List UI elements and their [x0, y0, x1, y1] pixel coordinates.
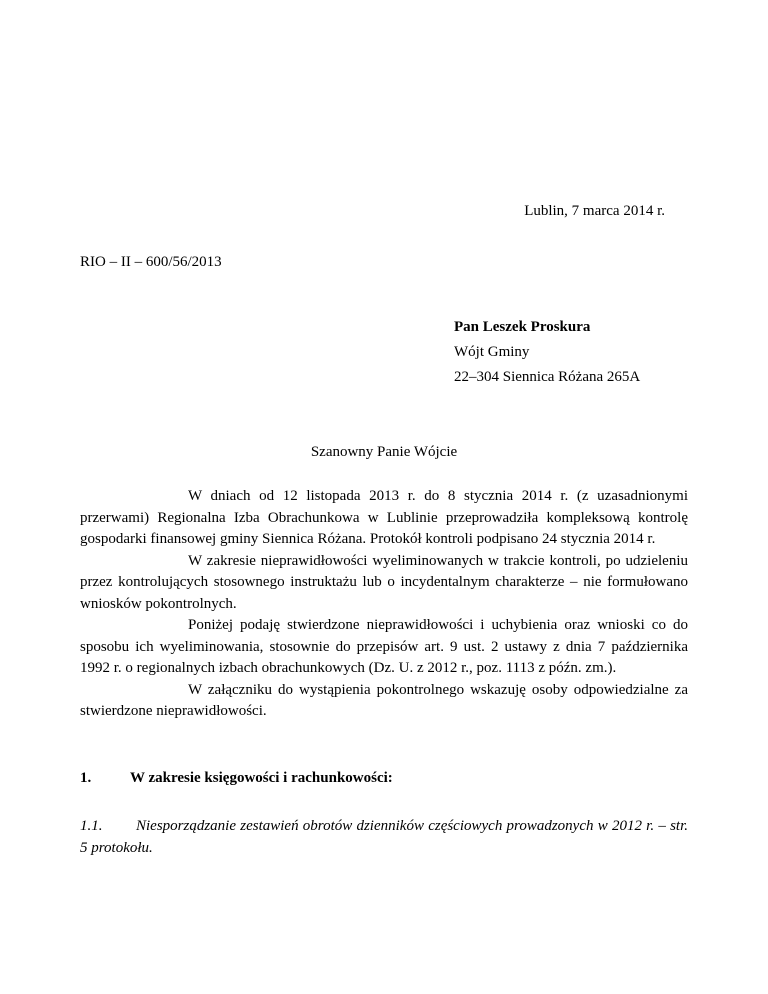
- place-date: Lublin, 7 marca 2014 r.: [524, 203, 665, 219]
- section-heading: [80, 770, 393, 787]
- section-number: 1.: [80, 770, 92, 786]
- paragraph: Poniżej podaję stwierdzone nieprawidłowości i uchybienia oraz wnioski co do sposobu ich wyeliminowania, stosownie do przepisów art. 9 ust. 2 ustawy z dnia 7 października 1992 r. o regionalnych izbach obrachunkowych (Dz. U. z 2012 r., poz. 1113 z późn. zm.).: [80, 617, 688, 676]
- addressee-block: [454, 315, 640, 390]
- addressee-name: Pan Leszek Proskura: [454, 319, 591, 335]
- salutation: Szanowny Panie Wójcie: [310, 444, 458, 460]
- letter-body: [80, 486, 688, 723]
- paragraph: W dniach od 12 listopada 2013 r. do 8 stycznia 2014 r. (z uzasadnionymi przerwami) Regionalna Izba Obrachunkowa w Lublinie przeprowadziła kompleksową kontrolę gospodarki finansowej gminy Siennica Różana. Protokół kontroli podpisano 24 stycznia 2014 r.: [80, 488, 688, 547]
- subsection-heading: [80, 815, 688, 859]
- subsection-text: Niesporządzanie zestawień obrotów dzienników częściowych prowadzonych w 2012 r. – str. 5 protokołu.: [80, 818, 688, 856]
- paragraph: W załączniku do wystąpienia pokontrolnego wskazuję osoby odpowiedzialne za stwierdzone nieprawidłowości.: [80, 681, 688, 719]
- paragraph: W zakresie nieprawidłowości wyeliminowanych w trakcie kontroli, po udzieleniu przez kontrolujących stosownego instruktażu lub o incydentalnym charakterze – nie formułowano wniosków pokontrolnych.: [80, 552, 688, 612]
- addressee-address: 22–304 Siennica Różana 265A: [454, 369, 641, 385]
- reference-number: RIO – II – 600/56/2013: [80, 254, 222, 270]
- subsection-number: 1.1.: [80, 818, 103, 834]
- section-title: W zakresie księgowości i rachunkowości:: [130, 770, 393, 786]
- addressee-title: Wójt Gminy: [454, 344, 530, 360]
